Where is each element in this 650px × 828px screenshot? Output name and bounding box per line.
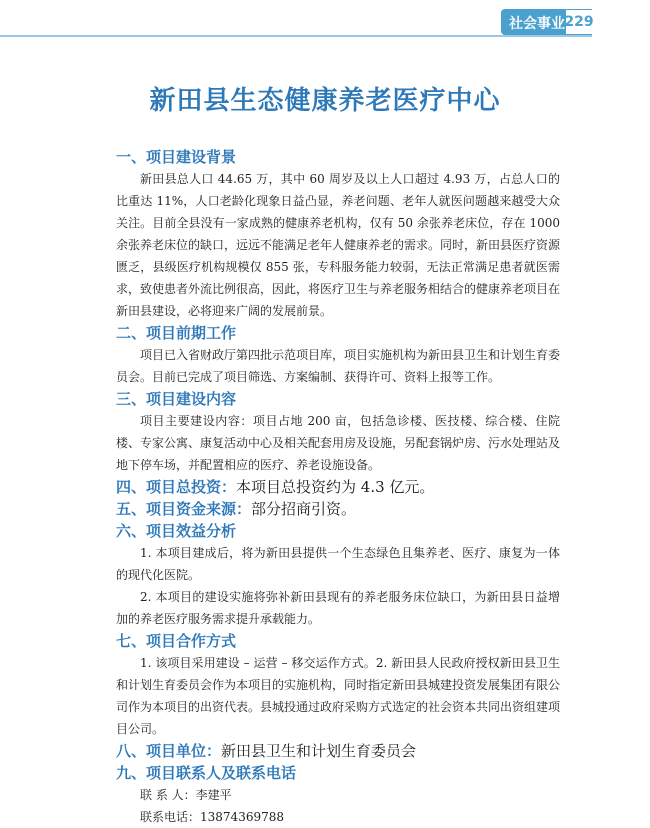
header-rule: [0, 35, 592, 37]
header-section-label: 社会事业: [509, 16, 565, 32]
contact-person-line: [116, 784, 560, 806]
section-heading-funding-source: [116, 499, 560, 520]
section-heading-preliminary-work: 二、项目前期工作: [116, 324, 237, 342]
section-heading-benefit-analysis: 六、项目效益分析: [116, 522, 237, 540]
section-paragraph: 2. 本项目的建设实施将弥补新田县现有的养老服务床位缺口，为新田县日益增加的养老医疗服务需求提升承载能力。: [116, 590, 560, 626]
document-body: [116, 146, 560, 828]
contact-person-value: 李建平: [195, 788, 232, 802]
section-paragraph: 项目已入省财政厅第四批示范项目库，项目实施机构为新田县卫生和计划生育委员会。目前已完成了项目筛选、方案编制、获得许可、资料上报等工作。: [116, 348, 561, 384]
project-unit-value: 新田县卫生和计划生育委员会: [221, 742, 417, 760]
section-heading-label: 八、项目单位：: [116, 742, 222, 760]
section-paragraph: 新田县总人口 44.65 万，其中 60 周岁及以上人口超过 4.93 万，占总人口的比重达 11%，人口老龄化现象日益凸显，养老问题、老年人就医问题越来越受大众关注。目前全县没有一家成熟的健康养老机构，仅有 50 余张养老床位，存在 1000 余张养老床位的缺口，远远不能满足老年人健康养老的需求。同时，新田县医疗资源匮乏，县级医疗机构规模仅 855 张，专科服务能力较弱，无法正常满足患者就医需求，致使患者外流比例很高，因此，将医疗卫生与养老服务相结合的健康养老项目在新田县建设，必将迎来广阔的发展前景。: [116, 172, 561, 318]
document-title: 新田县生态健康养老医疗中心: [149, 86, 501, 116]
section-heading-label: 四、项目总投资：: [116, 478, 237, 496]
section-paragraph: 项目主要建设内容：项目占地 200 亩，包括急诊楼、医技楼、综合楼、住院楼、专家公寓、康复活动中心及相关配套用房及设施，另配套锅炉房、污水处理站及地下停车场，并配置相应的医疗、养老设施设备。: [116, 414, 561, 472]
section-heading-label: 五、项目资金来源：: [116, 500, 252, 518]
contact-phone-line: [116, 806, 560, 828]
section-heading-project-unit: [116, 741, 560, 762]
contact-phone-value: 13874369788: [200, 810, 284, 824]
section-heading-total-investment: [116, 477, 560, 498]
section-paragraph: 1. 该项目采用建设 – 运营 – 移交运作方式。2. 新田县人民政府授权新田县卫生和计划生育委员会作为本项目的实施机构，同时指定新田县城建投资发展集团有限公司作为本项目的出资代表。县城投通过政府采购方式选定的社会资本共同出资组建项目公司。: [116, 656, 561, 736]
total-investment-value: 本项目总投资约为 4.3 亿元。: [236, 478, 435, 496]
funding-source-value: 部分招商引资。: [251, 500, 357, 518]
contact-person-label: 联 系 人：: [140, 788, 196, 802]
page-number: 229: [564, 14, 594, 30]
contact-phone-label: 联系电话：: [140, 810, 201, 824]
page-number-box: [566, 10, 592, 34]
section-paragraph: 1. 本项目建成后，将为新田县提供一个生态绿色且集养老、医疗、康复为一体的现代化医院。: [116, 546, 560, 582]
section-heading-cooperation-mode: 七、项目合作方式: [116, 632, 237, 650]
section-heading-background: 一、项目建设背景: [116, 148, 237, 166]
section-heading-contact: 九、项目联系人及联系电话: [116, 764, 297, 782]
section-heading-construction-content: 三、项目建设内容: [116, 390, 237, 408]
